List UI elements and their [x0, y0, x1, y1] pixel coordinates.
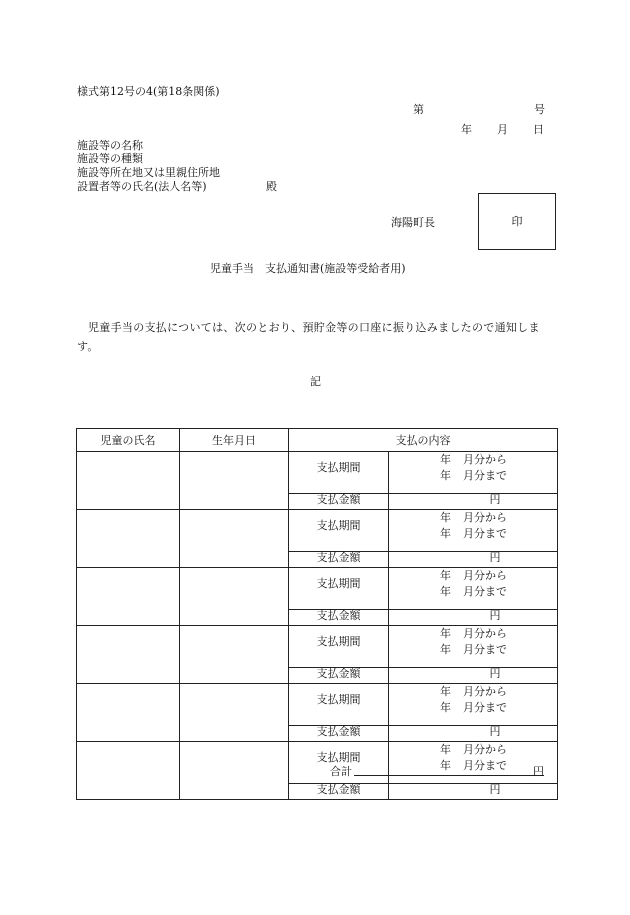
- period-from-line: [389, 742, 557, 758]
- date-day: 日: [533, 123, 544, 136]
- table-row: [77, 452, 558, 494]
- period-label: 支払期間: [289, 626, 389, 668]
- amount-cell[interactable]: 円: [389, 726, 558, 742]
- table-row: [77, 510, 558, 552]
- to-label: 月分まで: [463, 526, 507, 540]
- from-label: 月分から: [463, 685, 507, 699]
- amount-label: 支払金額: [289, 610, 389, 626]
- period-to-line: [389, 584, 557, 600]
- period-to-line: [389, 526, 557, 542]
- from-label: 月分から: [463, 511, 507, 525]
- to-label: 月分まで: [463, 468, 507, 482]
- child-name-cell[interactable]: [77, 568, 180, 626]
- amount-label: 支払金額: [289, 784, 389, 800]
- document-title: 児童手当 支払通知書(施設等受給者用): [210, 262, 406, 275]
- from-label: 月分から: [463, 453, 507, 467]
- amount-label: 支払金額: [289, 726, 389, 742]
- period-label: 支払期間: [289, 742, 389, 784]
- year-label: 年: [440, 584, 451, 598]
- year-label: 年: [440, 758, 451, 772]
- header-payment-content: 支払の内容: [289, 429, 558, 452]
- table-body: [77, 452, 558, 800]
- facility-type-label: 施設等の種類: [77, 152, 143, 165]
- year-label: 年: [440, 511, 451, 525]
- from-label: 月分から: [463, 569, 507, 583]
- birth-date-cell[interactable]: [180, 568, 289, 626]
- year-label: 年: [440, 627, 451, 641]
- period-to-line: [389, 700, 557, 716]
- period-to-line: [389, 758, 557, 774]
- period-label: 支払期間: [289, 452, 389, 494]
- seal-label: 印: [511, 215, 523, 228]
- period-label: 支払期間: [289, 684, 389, 726]
- child-name-cell[interactable]: [77, 452, 180, 510]
- child-name-cell[interactable]: [77, 510, 180, 568]
- year-label: 年: [440, 453, 451, 467]
- period-to-line: [389, 468, 557, 484]
- to-label: 月分まで: [463, 700, 507, 714]
- from-label: 月分から: [463, 743, 507, 757]
- child-name-cell[interactable]: [77, 684, 180, 742]
- table-row: [77, 626, 558, 668]
- child-name-cell[interactable]: [77, 742, 180, 800]
- table-row: [77, 742, 558, 784]
- amount-label: 支払金額: [289, 494, 389, 510]
- header-birth-date: 生年月日: [180, 429, 289, 452]
- year-label: 年: [440, 526, 451, 540]
- amount-cell[interactable]: 円: [389, 784, 558, 800]
- year-label: 年: [440, 700, 451, 714]
- child-name-cell[interactable]: [77, 626, 180, 684]
- doc-number-prefix: 第: [413, 103, 424, 116]
- form-number: 様式第12号の4(第18条関係): [77, 85, 220, 98]
- period-cell[interactable]: [389, 452, 558, 494]
- birth-date-cell[interactable]: [180, 742, 289, 800]
- birth-date-cell[interactable]: [180, 626, 289, 684]
- total-label: 合計: [330, 765, 352, 778]
- ki-heading: 記: [310, 375, 321, 388]
- birth-date-cell[interactable]: [180, 510, 289, 568]
- period-cell[interactable]: [389, 684, 558, 726]
- amount-label: 支払金額: [289, 552, 389, 568]
- facility-address-label: 施設等所在地又は里親住所地: [77, 166, 220, 179]
- total-yen: 円: [533, 765, 544, 778]
- period-cell[interactable]: [389, 568, 558, 610]
- year-label: 年: [440, 685, 451, 699]
- year-label: 年: [440, 642, 451, 656]
- period-from-line: [389, 626, 557, 642]
- amount-cell[interactable]: 円: [389, 610, 558, 626]
- period-label: 支払期間: [289, 568, 389, 610]
- birth-date-cell[interactable]: [180, 452, 289, 510]
- table-header-row: [77, 429, 558, 452]
- table-row: [77, 568, 558, 610]
- to-label: 月分まで: [463, 642, 507, 656]
- period-from-line: [389, 568, 557, 584]
- period-cell[interactable]: [389, 626, 558, 668]
- founder-name-label: 設置者等の氏名(法人名等): [77, 180, 207, 193]
- to-label: 月分まで: [463, 758, 507, 772]
- date-month: 月: [497, 123, 508, 136]
- year-label: 年: [440, 569, 451, 583]
- period-from-line: [389, 510, 557, 526]
- amount-cell[interactable]: 円: [389, 494, 558, 510]
- amount-cell[interactable]: 円: [389, 552, 558, 568]
- body-paragraph: 児童手当の支払については、次のとおり、預貯金等の口座に振り込みましたので通知します。: [77, 321, 540, 353]
- payment-table: [76, 428, 558, 800]
- period-from-line: [389, 452, 557, 468]
- to-label: 月分まで: [463, 584, 507, 598]
- period-to-line: [389, 642, 557, 658]
- amount-cell[interactable]: 円: [389, 668, 558, 684]
- honorific: 殿: [266, 180, 277, 193]
- doc-number-suffix: 号: [534, 103, 545, 116]
- facility-name-label: 施設等の名称: [77, 139, 143, 152]
- amount-label: 支払金額: [289, 668, 389, 684]
- period-from-line: [389, 684, 557, 700]
- year-label: 年: [440, 468, 451, 482]
- year-label: 年: [440, 743, 451, 757]
- total-amount-line[interactable]: [354, 775, 544, 776]
- birth-date-cell[interactable]: [180, 684, 289, 742]
- table-row: [77, 684, 558, 726]
- date-year: 年: [461, 123, 472, 136]
- from-label: 月分から: [463, 627, 507, 641]
- period-cell[interactable]: [389, 510, 558, 552]
- header-child-name: 児童の氏名: [77, 429, 180, 452]
- seal-box: [478, 193, 556, 250]
- period-label: 支払期間: [289, 510, 389, 552]
- issuer-title: 海陽町長: [391, 216, 435, 229]
